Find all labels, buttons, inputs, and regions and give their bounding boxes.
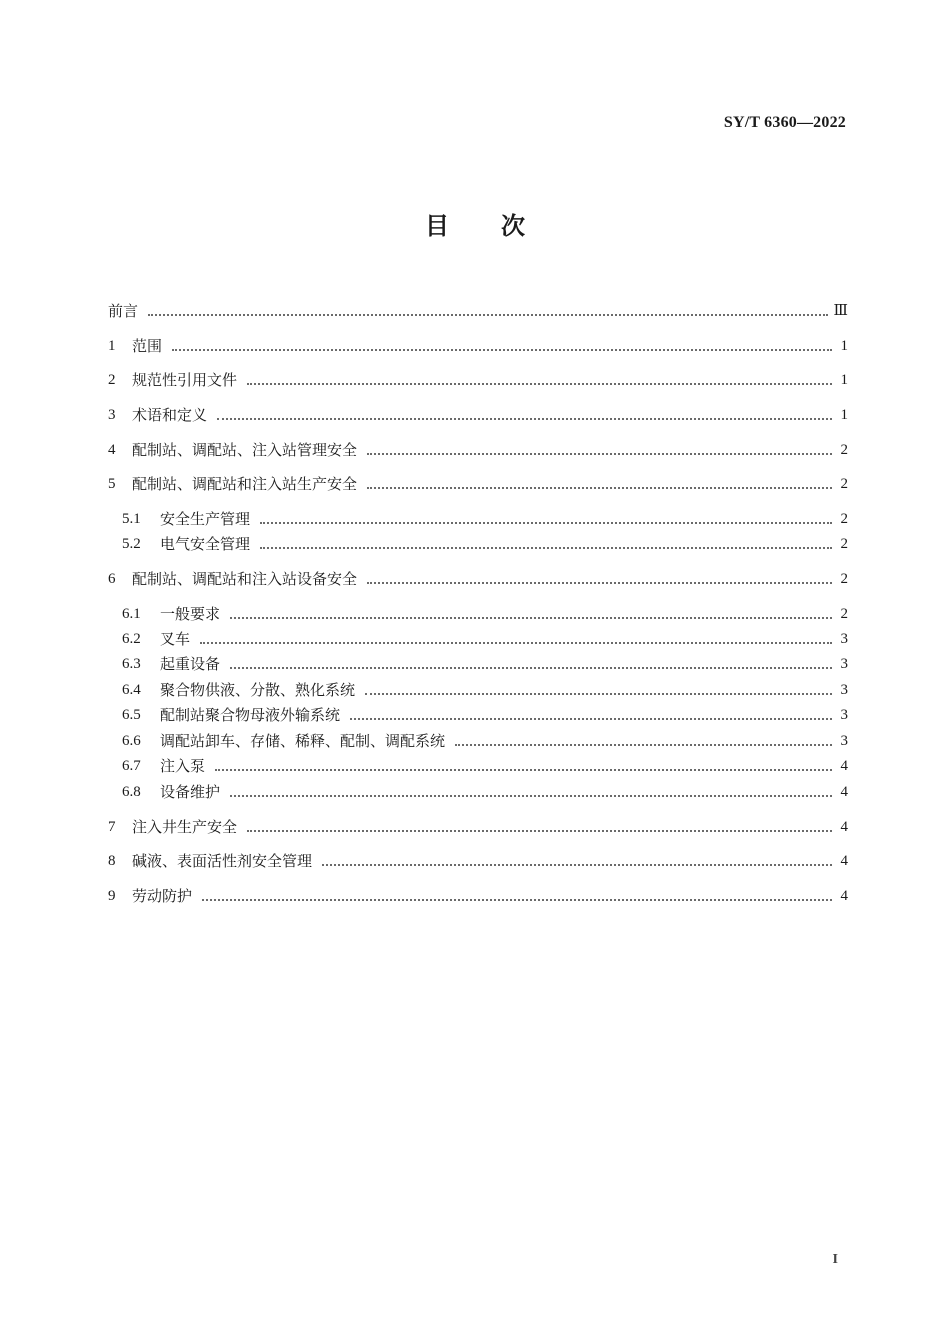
- toc-entry-number: 6: [108, 571, 116, 587]
- toc-entry-number: 1: [108, 338, 116, 354]
- toc-entry-page: 2: [840, 571, 848, 587]
- toc-entry[interactable]: [122, 755, 848, 777]
- toc-entry-page: 2: [840, 476, 848, 492]
- dot-leader: [247, 829, 832, 832]
- toc-entry-label: 电气安全管理: [160, 535, 251, 553]
- toc-entry[interactable]: [108, 369, 848, 391]
- toc-entry-page: 3: [840, 631, 848, 647]
- toc-entry-page: 2: [840, 442, 848, 458]
- toc-entry-label: 术语和定义: [132, 406, 208, 424]
- toc-entry-number: 5: [108, 476, 116, 492]
- toc-entry[interactable]: [108, 816, 848, 838]
- toc-entry-page: 2: [840, 606, 848, 622]
- toc-entry-page: Ⅲ: [833, 303, 848, 319]
- dot-leader: [202, 898, 832, 901]
- dot-leader: [322, 863, 832, 866]
- toc-entry-number: 6.6: [122, 733, 141, 749]
- toc-entry-label: 规范性引用文件: [132, 371, 238, 389]
- dot-leader: [247, 382, 832, 385]
- toc-entry-number: 2: [108, 372, 116, 388]
- standard-code: SY/T 6360—2022: [723, 114, 846, 131]
- toc-entry[interactable]: [122, 781, 848, 803]
- toc-entry-label: 聚合物供液、分散、熟化系统: [160, 681, 356, 699]
- toc-entry-label: 配制站、调配站、注入站管理安全: [132, 441, 358, 459]
- toc-entry-number: 5.2: [122, 536, 141, 552]
- toc-entry-label: 注入井生产安全: [132, 818, 238, 836]
- toc-entry-page: 3: [840, 656, 848, 672]
- toc-entry-number: 7: [108, 819, 116, 835]
- toc-entry[interactable]: [122, 679, 848, 701]
- toc-entry[interactable]: [122, 603, 848, 625]
- toc-entry-page: 4: [840, 758, 848, 774]
- toc-entry-page: 4: [840, 853, 848, 869]
- dot-leader: [260, 546, 832, 549]
- toc-entry-label: 一般要求: [160, 605, 221, 623]
- toc-entry[interactable]: [122, 653, 848, 675]
- toc-entry-page: 2: [840, 511, 848, 527]
- toc-title: [0, 206, 950, 241]
- toc-entry-label: 前言: [108, 302, 139, 320]
- toc-entry-page: 4: [840, 888, 848, 904]
- toc-entry[interactable]: [108, 439, 848, 461]
- toc-entry-label: 碱液、表面活性剂安全管理: [132, 852, 313, 870]
- toc-entry-number: 9: [108, 888, 116, 904]
- toc-entry[interactable]: [108, 568, 848, 590]
- dot-leader: [200, 641, 832, 644]
- toc-entry-number: 6.1: [122, 606, 141, 622]
- dot-leader: [230, 616, 832, 619]
- toc-title-char-1: 目: [425, 212, 449, 240]
- toc-entry-label: 配制站、调配站和注入站设备安全: [132, 570, 358, 588]
- dot-leader: [215, 768, 832, 771]
- toc-entry-label: 起重设备: [160, 655, 221, 673]
- dot-leader: [350, 717, 832, 720]
- toc-entry-label: 安全生产管理: [160, 510, 251, 528]
- toc-entry-page: 4: [840, 784, 848, 800]
- dot-leader: [365, 692, 832, 695]
- toc-entry-page: 4: [840, 819, 848, 835]
- dot-leader: [217, 417, 832, 420]
- dot-leader: [367, 581, 832, 584]
- toc-entry[interactable]: [108, 885, 848, 907]
- toc-entry-page: 3: [840, 733, 848, 749]
- dot-leader: [172, 348, 832, 351]
- toc-entry-label: 调配站卸车、存储、稀释、配制、调配系统: [160, 732, 446, 750]
- toc-entry-number: 4: [108, 442, 116, 458]
- toc-entry[interactable]: [122, 508, 848, 530]
- toc-entry[interactable]: [108, 850, 848, 872]
- toc-entry-label: 劳动防护: [132, 887, 193, 905]
- toc-entry[interactable]: [108, 335, 848, 357]
- dot-leader: [455, 743, 832, 746]
- toc-entry-page: 1: [840, 338, 848, 354]
- toc-entry[interactable]: [122, 533, 848, 555]
- toc-entry-number: 6.2: [122, 631, 141, 647]
- toc-entry-number: 6.5: [122, 707, 141, 723]
- toc-entry-label: 范围: [132, 337, 163, 355]
- toc-entry-page: 2: [840, 536, 848, 552]
- toc-entry-number: 6.4: [122, 682, 141, 698]
- dot-leader: [260, 521, 832, 524]
- dot-leader: [148, 313, 828, 316]
- toc-entry-label: 设备维护: [160, 783, 221, 801]
- toc-entry-page: 3: [840, 682, 848, 698]
- toc-entry-label: 叉车: [160, 630, 191, 648]
- toc-entry-page: 1: [840, 407, 848, 423]
- toc-entry-number: 8: [108, 853, 116, 869]
- dot-leader: [230, 666, 832, 669]
- toc-entry[interactable]: [122, 628, 848, 650]
- toc-entry-page: 1: [840, 372, 848, 388]
- toc-entry[interactable]: [122, 730, 848, 752]
- page-number: I: [832, 1252, 838, 1267]
- toc-entry-label: 配制站、调配站和注入站生产安全: [132, 475, 358, 493]
- toc-entry-number: 6.3: [122, 656, 141, 672]
- toc-entry[interactable]: [108, 404, 848, 426]
- toc-entry-label: 注入泵: [160, 757, 206, 775]
- toc-entry-number: 5.1: [122, 511, 141, 527]
- dot-leader: [367, 486, 832, 489]
- toc-title-char-2: 次: [501, 212, 525, 240]
- toc-entry-number: 3: [108, 407, 116, 423]
- toc-entry[interactable]: [108, 473, 848, 495]
- dot-leader: [230, 794, 832, 797]
- toc-entry-label: 配制站聚合物母液外输系统: [160, 706, 341, 724]
- toc-entry[interactable]: [122, 704, 848, 726]
- dot-leader: [367, 452, 832, 455]
- toc-entry[interactable]: [108, 300, 848, 322]
- toc-entry-number: 6.8: [122, 784, 141, 800]
- toc-entry-page: 3: [840, 707, 848, 723]
- toc-entry-number: 6.7: [122, 758, 141, 774]
